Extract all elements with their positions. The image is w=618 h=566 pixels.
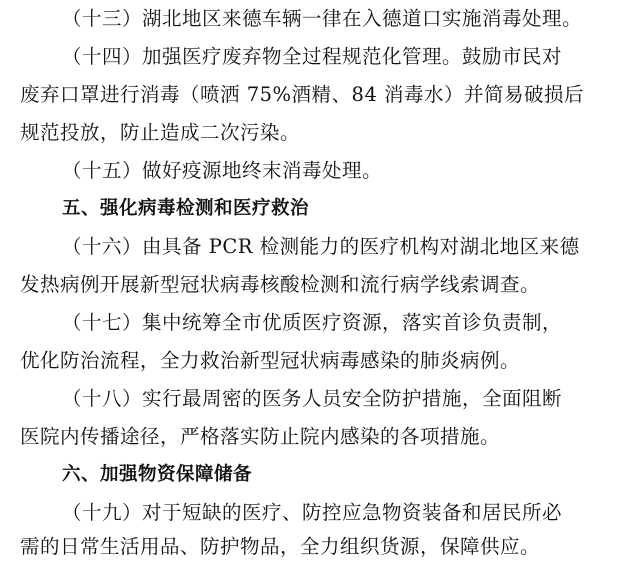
paragraph-16-line-1: （十六）由具备 PCR 检测能力的医疗机构对湖北地区来德 bbox=[62, 235, 580, 258]
paragraph-15: （十五）做好疫源地终末消毒处理。 bbox=[62, 159, 383, 182]
section-heading-6: 六、加强物资保障储备 bbox=[62, 464, 253, 485]
paragraph-19-line-2: 需的日常生活用品、防护物品，全力组织货源，保障供应。 bbox=[20, 535, 541, 558]
paragraph-17-line-1: （十七）集中统筹全市优质医疗资源，落实首诊负责制， bbox=[62, 311, 563, 334]
paragraph-18-line-1: （十八）实行最周密的医务人员安全防护措施，全面阻断 bbox=[62, 387, 563, 410]
paragraph-16-line-2: 发热病例开展新型冠状病毒核酸检测和流行病学线索调查。 bbox=[20, 273, 541, 296]
paragraph-13: （十三）湖北地区来德车辆一律在入德道口实施消毒处理。 bbox=[62, 7, 583, 30]
paragraph-14-line-2: 废弃口罩进行消毒（喷洒 75%酒精、84 消毒水）并简易破损后 bbox=[20, 83, 585, 106]
paragraph-19-line-1: （十九）对于短缺的医疗、防控应急物资装备和居民所必 bbox=[62, 501, 563, 524]
section-heading-5: 五、强化病毒检测和医疗救治 bbox=[62, 198, 310, 219]
paragraph-14-line-1: （十四）加强医疗废弃物全过程规范化管理。鼓励市民对 bbox=[62, 45, 563, 68]
paragraph-14-line-3: 规范投放，防止造成二次污染。 bbox=[20, 121, 301, 144]
paragraph-18-line-2: 医院内传播途径，严格落实防止院内感染的各项措施。 bbox=[20, 425, 501, 448]
paragraph-17-line-2: 优化防治流程，全力救治新型冠状病毒感染的肺炎病例。 bbox=[20, 349, 521, 372]
